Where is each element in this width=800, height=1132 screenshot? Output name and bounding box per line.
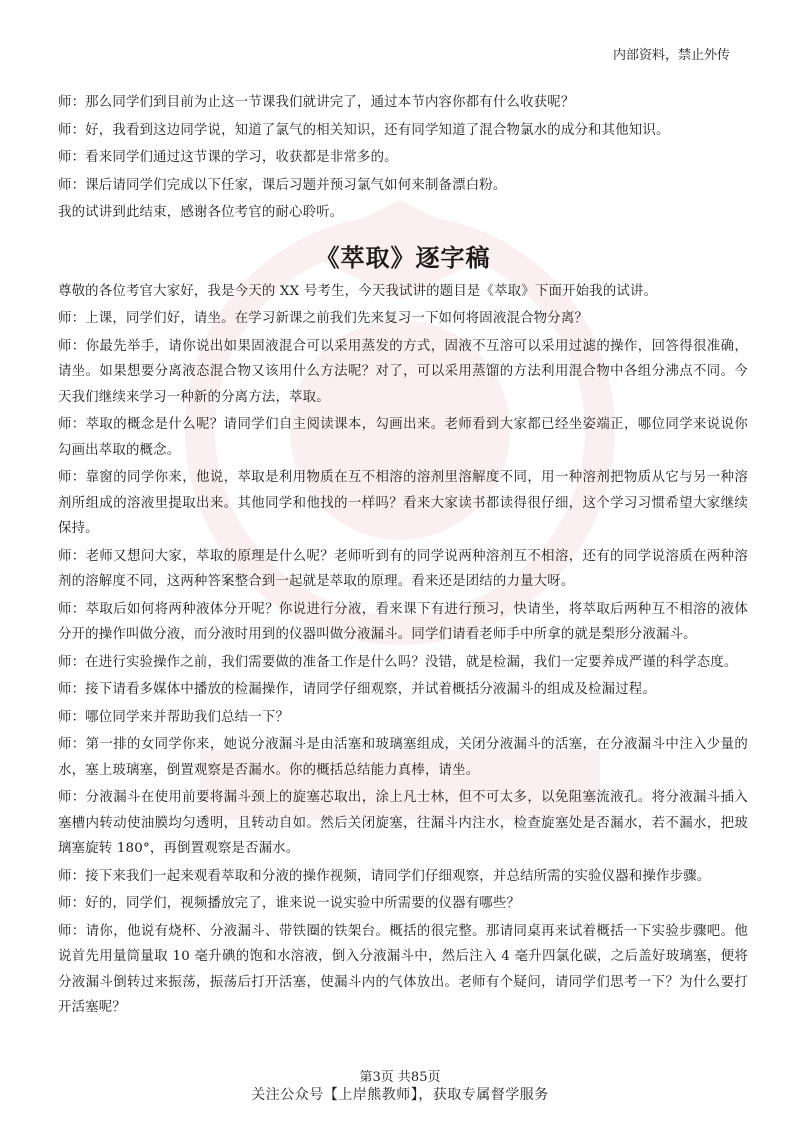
- page-number: 第3页 共85页: [359, 1070, 441, 1085]
- body-paragraph: 师：请你，他说有烧杯、分液漏斗、带铁圈的铁架台。概括的很完整。那请同桌再来试着概括一下实验步骤吧。他说首先用量筒量取 10 毫升碘的饱和水溶液，倒入分液漏斗中，然后注入 4 毫升四氯化碳，之后盖好玻璃塞，便将分液漏斗倒转过来振荡，振荡后打开活塞，使漏斗内的气体放出。老师有个疑问，请同学们思考一下？为什么要打开活塞呢？: [58, 923, 748, 1015]
- body-paragraph: 师：上课，同学们好，请坐。在学习新课之前我们先来复习一下如何将固液混合物分离？: [58, 311, 589, 326]
- body-paragraph: 师：你最先举手，请你说出如果固液混合可以采用蒸发的方式，固液不互溶可以采用过滤的操作，回答得很准确，请坐。如果想要分离液态混合物又该用什么方法呢？对了，可以采用蒸馏的方法利用混合物中各组分沸点不同。今天我们继续来学习一种新的分离方法，萃取。: [58, 338, 748, 405]
- body-paragraph: 师：在进行实验操作之前，我们需要做的准备工作是什么吗？没错，就是检漏，我们一定要养成严谨的科学态度。: [58, 654, 738, 670]
- intro-paragraph: 师：课后请同学们完成以下任家，课后习题并预习氯气如何来制备漂白粉。: [58, 177, 507, 193]
- section-title: 《萃取》逐字稿: [315, 243, 491, 272]
- body-paragraph: 师：接下来我们一起来观看萃取和分液的操作视频，请同学们仔细观察，并总结所需的实验仪器和操作步骤。: [58, 868, 711, 884]
- intro-paragraph: 我的试讲到此结束，感谢各位考官的耐心聆听。: [58, 205, 344, 220]
- body-paragraph: 师：第一排的女同学你来，她说分液漏斗是由活塞和玻璃塞组成，关闭分液漏斗的活塞，在分液漏斗中注入少量的水，塞上玻璃塞，倒置观察是否漏水。你的概括总结能力真棒，请坐。: [58, 737, 748, 778]
- body-paragraph: 师：靠窗的同学你来，他说，萃取是利用物质在互不相溶的溶剂里溶解度不同，用一种溶剂把物质从它与另一种溶剂所组成的溶液里提取出来。其他同学和他找的一样吗？看来大家读书都读得很仔细，这个学习习惯希望大家继续保持。: [58, 470, 748, 536]
- body-paragraph: 师：哪位同学来并帮助我们总结一下？: [58, 709, 290, 725]
- confidential-notice: 内部资料，禁止外传: [612, 48, 730, 63]
- document-body: [58, 90, 748, 1023]
- intro-paragraph: 师：看来同学们通过这节课的学习，收获都是非常多的。: [58, 150, 398, 165]
- body-paragraph: 师：老师又想问大家，萃取的原理是什么呢？老师听到有的同学说两种溶剂互不相溶，还有的同学说溶质在两种溶剂的溶解度不同，这两种答案整合到一起就是萃取的原理。看来还是团结的力量大呀。: [58, 548, 748, 589]
- intro-paragraph: 师：好，我看到这边同学说，知道了氯气的相关知识，还有同学知道了混合物氯水的成分和其他知识。: [58, 122, 670, 138]
- body-paragraph: 师：好的，同学们，视频播放完了，谁来说一说实验中所需要的仪器有哪些？: [58, 896, 521, 911]
- body-paragraph: 师：分液漏斗在使用前要将漏斗颈上的旋塞芯取出，涂上凡士林，但不可太多，以免阻塞流液孔。将分液漏斗插入塞槽内转动使油膜均匀透明，且转动自如。然后关闭旋塞，往漏斗内注水，检查旋塞处是否漏水，若不漏水，把玻璃塞旋转 180°，再倒置观察是否漏水。: [58, 790, 748, 856]
- page-footer: [0, 1070, 800, 1104]
- body-paragraph: 师：萃取后如何将两种液体分开呢？你说进行分液，看来课下有进行预习，快请坐，将萃取后两种互不相溶的液体分开的操作叫做分液，而分液时用到的仪器叫做分液漏斗。同学们请看老师手中所拿的就是梨形分液漏斗。: [58, 601, 748, 642]
- body-paragraph: 师：接下请看多媒体中播放的检漏操作，请同学仔细观察，并试着概括分液漏斗的组成及检漏过程。: [58, 682, 656, 697]
- body-paragraph: 师：萃取的概念是什么呢？请同学们自主阅读课本，勾画出来。老师看到大家都已经坐姿端正，哪位同学来说说你勾画出萃取的概念。: [58, 417, 748, 458]
- promo-text: 关注公众号【上岸熊教师】，获取专属督学服务: [251, 1087, 549, 1103]
- intro-paragraph: 师：那么同学们到目前为止这一节课我们就讲完了，通过本节内容你都有什么收获呢？: [58, 95, 575, 110]
- body-paragraph: 尊敬的各位考官大家好，我是今天的 XX 号考生，今天我试讲的题目是《萃取》下面开始我的试讲。: [58, 283, 658, 299]
